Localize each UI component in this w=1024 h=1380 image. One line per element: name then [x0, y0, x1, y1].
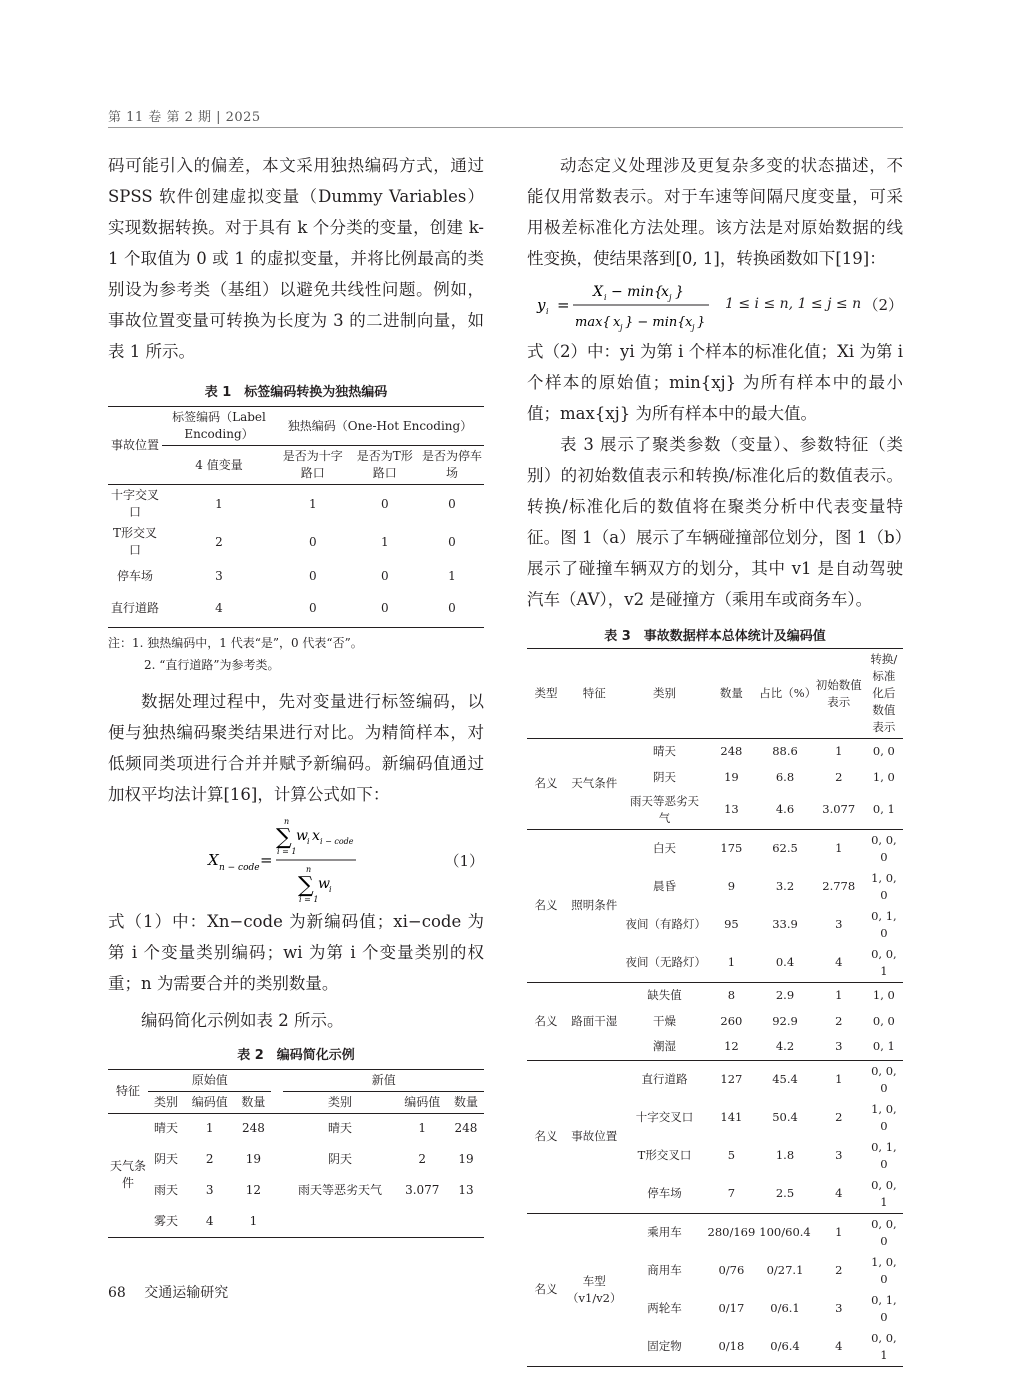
- running-header: 第 11 卷 第 2 期 | 2025: [108, 110, 261, 125]
- equation-2-number: （2）: [863, 296, 903, 314]
- table2-caption: 表 2 编码简化示例: [237, 1047, 355, 1063]
- table3-cell: 0, 1, 0: [871, 1292, 897, 1324]
- table3-cell: 1, 0: [872, 770, 895, 784]
- svg-text:i: i: [307, 836, 310, 846]
- svg-text:i: i: [329, 884, 332, 894]
- table3-cell: 十字交叉口: [635, 1110, 694, 1124]
- table3-cell: 夜间（有路灯）: [625, 917, 707, 931]
- table3-cell: 127: [720, 1072, 743, 1086]
- table3-cell: 1: [835, 1225, 843, 1239]
- table1-sub-h1: 是否为十字路口: [282, 449, 343, 480]
- table3-cell: 248: [720, 744, 743, 759]
- table3-header-pct: 占比（%）: [759, 686, 817, 700]
- right-paragraph-1: 动态定义处理涉及更复杂多变的状态描述，不能仅用常数表示。对于车速等间隔尺度变量，可采用极差标准化方法处理。该方法是对原始数据的线性变换，使结果落到[0, 1]，转换函数如下[19]：: [527, 156, 903, 268]
- table3-cell: 9: [727, 879, 736, 893]
- svg-text:=: =: [557, 296, 570, 314]
- table2-header-orig: 原始值: [148, 1069, 271, 1091]
- table1-row: [108, 591, 484, 627]
- table2-cell: 2: [205, 1152, 214, 1166]
- table2-sub-code-new: 编码值: [404, 1094, 441, 1109]
- table3-cell: 0, 1, 0: [871, 1139, 897, 1171]
- table3-row: [527, 829, 903, 868]
- equation-1-graphic: [108, 810, 484, 906]
- table3-header-feature: 特征: [582, 686, 606, 700]
- table3-cell: 62.5: [772, 841, 798, 855]
- table3-cell: 4: [835, 1186, 843, 1200]
- table3-cell: 19: [724, 770, 739, 784]
- table2: [108, 1069, 484, 1238]
- table2-sub-cat: 类别: [153, 1094, 178, 1109]
- table1-cell: 1: [215, 496, 223, 511]
- table3-cell: 1, 0, 0: [871, 1254, 897, 1286]
- svg-text:∑: ∑: [276, 824, 292, 850]
- table3-cell: 0, 0, 1: [871, 946, 897, 978]
- table3-header-type: 类型: [534, 686, 558, 700]
- table3-cell: 88.6: [772, 744, 798, 759]
- table3-type-cell: 名义: [534, 1282, 558, 1296]
- table1-header-position: 事故位置: [108, 407, 162, 485]
- svg-text:j: j: [620, 323, 623, 332]
- table1-header-label: 标签编码（Label Encoding）: [162, 407, 276, 446]
- table3-cell: 3.077: [822, 802, 856, 816]
- table3-cell: 4: [835, 955, 843, 969]
- table3-cell: 停车场: [647, 1186, 682, 1200]
- table3-cell: 2.9: [775, 987, 795, 1002]
- table3-cell: 0, 0, 0: [871, 832, 897, 864]
- table2-sub-count-new: 数量: [453, 1094, 478, 1109]
- table3-cell: 两轮车: [647, 1301, 682, 1315]
- table3-header-std: 转换/标准化后数值表示: [870, 652, 898, 734]
- table1-note-2: 2. “直行道路”为参考类。: [144, 657, 280, 672]
- table2-cell: 雨天: [153, 1183, 178, 1197]
- table2-cell: 12: [245, 1183, 262, 1197]
- table1-cell: 4: [215, 601, 223, 616]
- table1-cell: 1: [448, 568, 456, 583]
- equation-2-condition: 1 ≤ i ≤ n, 1 ≤ j ≤ n: [725, 296, 862, 312]
- table3-cell: 干燥: [653, 1013, 677, 1028]
- table3-type-cell: 名义: [534, 1013, 558, 1028]
- table3-cell: 0, 0: [872, 744, 895, 759]
- table2-cell: [283, 1206, 396, 1237]
- table3-cell: T形交叉口: [637, 1148, 692, 1162]
- table3-cell: 95: [724, 917, 739, 931]
- table3-cell: 乘用车: [647, 1225, 682, 1239]
- table1-sub-h3: 是否为停车场: [421, 449, 482, 480]
- left-column: [108, 150, 484, 1238]
- right-paragraph-2: 式（2）中：yi 为第 i 个样本的标准化值；Xi 为第 i 个样本的原始值；min{xj} 为所有样本中的最小值；max{xj} 为所有样本中的最大值。: [527, 342, 903, 423]
- table2-cell: 19: [458, 1152, 474, 1166]
- table2-sub-cat-new: 类别: [327, 1094, 352, 1109]
- table2-feature-name: 天气条件: [110, 1159, 147, 1190]
- table2-row: [108, 1144, 484, 1175]
- table3-header-init: 初始数值表示: [815, 677, 862, 709]
- table2-header-feature: 特征: [108, 1069, 148, 1113]
- table2-cell: 19: [245, 1152, 262, 1166]
- table3: [527, 648, 903, 1367]
- svg-text:∑: ∑: [298, 872, 314, 898]
- table3-cell: 5: [727, 1148, 736, 1162]
- table3-cell: 260: [720, 1013, 743, 1028]
- table1-caption: 表 1 标签编码转换为独热编码: [204, 385, 388, 400]
- table3-cell: 1: [835, 744, 843, 759]
- svg-text:i: i: [604, 293, 607, 302]
- equation-1: [108, 810, 484, 906]
- table3-cell: 4.2: [775, 1039, 795, 1054]
- table2-cell: 248: [241, 1121, 265, 1136]
- table1-cell: 0: [448, 534, 456, 549]
- svg-text:x: x: [613, 315, 621, 330]
- table3-cell: 晴天: [653, 744, 677, 759]
- table3-cell: 0, 1: [872, 1039, 895, 1054]
- table2-cell: 晴天: [153, 1121, 178, 1136]
- table3-cell: 2: [835, 770, 843, 784]
- table3-cell: 0, 0, 1: [871, 1177, 897, 1209]
- table3-cell: 0/6.4: [770, 1339, 800, 1353]
- table3-cell: 1: [835, 1072, 843, 1086]
- table3-cell: 1: [727, 955, 736, 969]
- table3-cell: 潮湿: [653, 1039, 677, 1054]
- table3-cell: 0, 0, 0: [871, 1063, 897, 1095]
- table3-feature-cell: 照明条件: [571, 898, 618, 912]
- table1-cell: 0: [308, 534, 317, 549]
- journal-name: 交通运输研究: [144, 1285, 229, 1301]
- table1-row: [108, 561, 484, 591]
- table3-cell: 33.9: [772, 917, 798, 931]
- right-paragraph-3: 表 3 展示了聚类参数（变量）、参数特征（类别）的初始数值表示和转换/标准化后的数值表示。转换/标准化后的数值将在聚类分析中代表变量特征。图 1（a）展示了车辆碰撞部位划分，图 1（b）展示了碰撞车辆双方的划分，其中 v1 是自动驾驶汽车（AV），v2 是碰撞方（乘用车或商务车）。: [527, 435, 903, 609]
- table2-cell: 13: [458, 1183, 474, 1197]
- table1-cell: 0: [308, 601, 317, 616]
- table3-feature-cell: 路面干湿: [571, 1013, 618, 1028]
- svg-text:j: j: [692, 323, 695, 332]
- table2-cell: 晴天: [327, 1121, 352, 1136]
- svg-text:=: =: [260, 850, 273, 869]
- table3-cell: 1, 0, 0: [871, 870, 897, 902]
- table3-cell: 0/76: [718, 1263, 745, 1277]
- table3-caption: 表 3 事故数据样本总体统计及编码值: [604, 629, 826, 644]
- svg-text:}: }: [697, 315, 706, 330]
- table3-cell: 1.8: [775, 1148, 795, 1162]
- svg-text:i: i: [546, 307, 549, 316]
- table1-header-onehot: 独热编码（One-Hot Encoding）: [276, 407, 484, 446]
- table1-cell: 0: [380, 568, 389, 583]
- table3-cell: 0, 1: [872, 802, 895, 816]
- svg-text:x: x: [661, 284, 669, 300]
- table1-sub-h2: 是否为T形路口: [356, 449, 413, 480]
- left-paragraph-3: 式（1）中：Xn−code 为新编码值；xi−code 为第 i 个变量类别编码；wi 为第 i 个变量类别的权重；n 为需要合并的类别数量。: [108, 911, 484, 993]
- svg-text:n: n: [284, 816, 290, 826]
- table2-cell: 阴天: [153, 1152, 178, 1166]
- svg-text:i = 1: i = 1: [299, 894, 319, 904]
- table1-sub-label: 4 值变量: [195, 457, 243, 472]
- table3-row: [527, 739, 903, 765]
- table3-cell: 7: [727, 1186, 736, 1200]
- table1-cell: 十字交叉口: [110, 488, 159, 519]
- svg-text:i − code: i − code: [320, 836, 354, 846]
- table1-cell: 0: [448, 496, 456, 511]
- table2-cell: 3: [205, 1183, 214, 1197]
- table1-cell: 0: [380, 496, 389, 511]
- table3-cell: 8: [727, 987, 736, 1002]
- table3-cell: 3: [835, 1301, 843, 1315]
- table3-cell: 0, 0, 1: [871, 1330, 897, 1362]
- table3-cell: 6.8: [775, 770, 795, 784]
- table3-header-count: 数量: [719, 686, 743, 700]
- svg-text:w: w: [296, 827, 308, 844]
- table3-cell: 13: [724, 802, 739, 816]
- table3-cell: 1, 0, 0: [871, 1101, 897, 1133]
- table1-note-1: 注：1. 独热编码中，1 代表“是”，0 代表“否”。: [108, 635, 363, 650]
- table3-cell: 3: [835, 1148, 843, 1162]
- table2-cell: 阴天: [327, 1152, 352, 1166]
- table3-cell: 0/18: [718, 1339, 745, 1353]
- table3-feature-cell: 车型（v1/v2）: [567, 1273, 622, 1305]
- table2-cell: 1: [418, 1121, 427, 1136]
- table2-cell: 1: [249, 1213, 258, 1228]
- table2-sub-code: 编码值: [191, 1094, 228, 1109]
- table3-cell: 0.4: [775, 955, 795, 969]
- table3-cell: 缺失值: [647, 987, 682, 1002]
- table3-cell: 2.778: [822, 879, 856, 893]
- svg-text:w: w: [318, 875, 330, 892]
- table3-cell: 2: [835, 1013, 843, 1028]
- svg-text:x: x: [685, 315, 693, 330]
- table3-feature-cell: 天气条件: [571, 776, 618, 791]
- table3-cell: 阴天: [653, 770, 677, 784]
- table3-cell: 175: [720, 841, 743, 855]
- table1-cell: 停车场: [116, 568, 153, 583]
- table1-cell: T形交叉口: [112, 526, 157, 557]
- table3-cell: 141: [720, 1110, 743, 1124]
- left-paragraph-1: 码可能引入的偏差，本文采用独热编码方式，通过 SPSS 软件创建虚拟变量（Dummy Variables）实现数据转换。对于具有 k 个分类的变量，创建 k-1 个取值为 0 或 1 的虚拟变量，并将比例最高的类别设为参考类（基组）以避免共线性问题。例如，事故位置变量可转换为长度为 3 的二进制向量，如表 1 所示。: [108, 156, 484, 361]
- table3-cell: 1, 0: [872, 987, 895, 1002]
- svg-text:− min{: − min{: [611, 284, 663, 300]
- table2-header-new: 新值: [283, 1069, 484, 1091]
- table3-cell: 45.4: [772, 1072, 798, 1086]
- svg-text:max{: max{: [575, 315, 611, 330]
- table1-row: [108, 485, 484, 524]
- table2-sub-count: 数量: [241, 1094, 266, 1109]
- svg-text:X: X: [593, 284, 603, 300]
- table2-row: [108, 1206, 484, 1237]
- header-rule: [108, 127, 903, 128]
- left-paragraph-4: 编码简化示例如表 2 所示。: [141, 1010, 344, 1030]
- table1-cell: 0: [380, 601, 389, 616]
- table3-cell: 12: [724, 1039, 739, 1054]
- table2-cell: [397, 1206, 448, 1237]
- svg-text:} − min{: } − min{: [625, 315, 686, 330]
- table3-cell: 4.6: [775, 802, 795, 816]
- equation-1-number: （1）: [444, 851, 484, 870]
- table3-cell: 3: [835, 917, 843, 931]
- table3-cell: 4: [835, 1339, 843, 1353]
- table3-cell: 白天: [653, 841, 677, 855]
- equation-2: [527, 274, 903, 336]
- table1-cell: 1: [380, 534, 389, 549]
- table3-row: [527, 982, 903, 1008]
- table3-cell: 50.4: [772, 1110, 798, 1124]
- table1-cell: 0: [308, 568, 317, 583]
- table1-row: [108, 523, 484, 561]
- table3-feature-cell: 事故位置: [571, 1129, 618, 1143]
- table2-cell: 4: [205, 1213, 214, 1228]
- table3-row: [527, 1060, 903, 1099]
- page-footer: [108, 1282, 242, 1302]
- table3-cell: 1: [835, 987, 843, 1002]
- table1-cell: 直行道路: [110, 601, 159, 616]
- table3-cell: 2: [835, 1263, 843, 1277]
- table2-cell: 3.077: [405, 1183, 440, 1197]
- table3-cell: 1: [835, 841, 843, 855]
- page-number: 68: [108, 1285, 126, 1301]
- svg-text:}: }: [675, 284, 684, 300]
- svg-text:y: y: [537, 296, 546, 314]
- svg-text:j: j: [669, 293, 672, 302]
- table3-cell: 0, 1, 0: [871, 908, 897, 940]
- svg-text:i = 1: i = 1: [277, 846, 297, 856]
- table3-cell: 直行道路: [641, 1072, 688, 1086]
- table2-cell: 1: [205, 1121, 214, 1136]
- table2-cell: 雨天等恶劣天气: [297, 1183, 382, 1197]
- table3-cell: 晨昏: [653, 879, 677, 893]
- table1-cell: 0: [448, 601, 456, 616]
- table2-cell: 248: [454, 1121, 478, 1136]
- table2-cell: 2: [418, 1152, 427, 1166]
- table3-cell: 3.2: [775, 879, 795, 893]
- svg-text:x: x: [312, 827, 320, 844]
- svg-text:n: n: [306, 864, 312, 874]
- table1-cell: 2: [215, 534, 223, 549]
- table2-row: [108, 1113, 484, 1144]
- table3-cell: 0/17: [718, 1301, 745, 1315]
- table3-cell: 2: [835, 1110, 843, 1124]
- table3-cell: 280/169: [707, 1225, 756, 1239]
- svg-text:X: X: [208, 850, 219, 869]
- table3-cell: 0, 0, 0: [871, 1216, 897, 1248]
- table2-cell: [448, 1206, 484, 1237]
- left-paragraph-2: 数据处理过程中，先对变量进行标签编码，以便与独热编码聚类结果进行对比。为精简样本，对低频同类项进行合并并赋予新编码。新编码值通过加权平均法计算[16]，计算公式如下：: [108, 691, 484, 804]
- table2-row: [108, 1175, 484, 1206]
- table3-row: [527, 1213, 903, 1252]
- table1-cell: 3: [215, 568, 223, 583]
- table3-cell: 雨天等恶劣天气: [630, 793, 700, 825]
- table3-cell: 固定物: [647, 1339, 682, 1353]
- table3-type-cell: 名义: [534, 1129, 558, 1143]
- table1-cell: 1: [308, 496, 317, 511]
- table3-cell: 夜间（无路灯）: [625, 955, 707, 969]
- svg-text:n − code: n − code: [219, 862, 260, 873]
- table3-cell: 92.9: [772, 1013, 798, 1028]
- table3-cell: 商用车: [647, 1263, 682, 1277]
- table1: [108, 406, 484, 628]
- table3-type-cell: 名义: [534, 898, 558, 912]
- table2-cell: 雾天: [153, 1213, 178, 1228]
- table3-cell: 0/27.1: [766, 1263, 804, 1277]
- table3-type-cell: 名义: [534, 776, 558, 791]
- right-column: [527, 150, 903, 1367]
- table3-cell: 100/60.4: [759, 1225, 811, 1239]
- table3-header-category: 类别: [653, 686, 677, 700]
- table3-cell: 0, 0: [872, 1013, 895, 1028]
- table3-cell: 3: [835, 1039, 843, 1054]
- table3-cell: 0/6.1: [770, 1301, 800, 1315]
- table3-cell: 2.5: [775, 1186, 795, 1200]
